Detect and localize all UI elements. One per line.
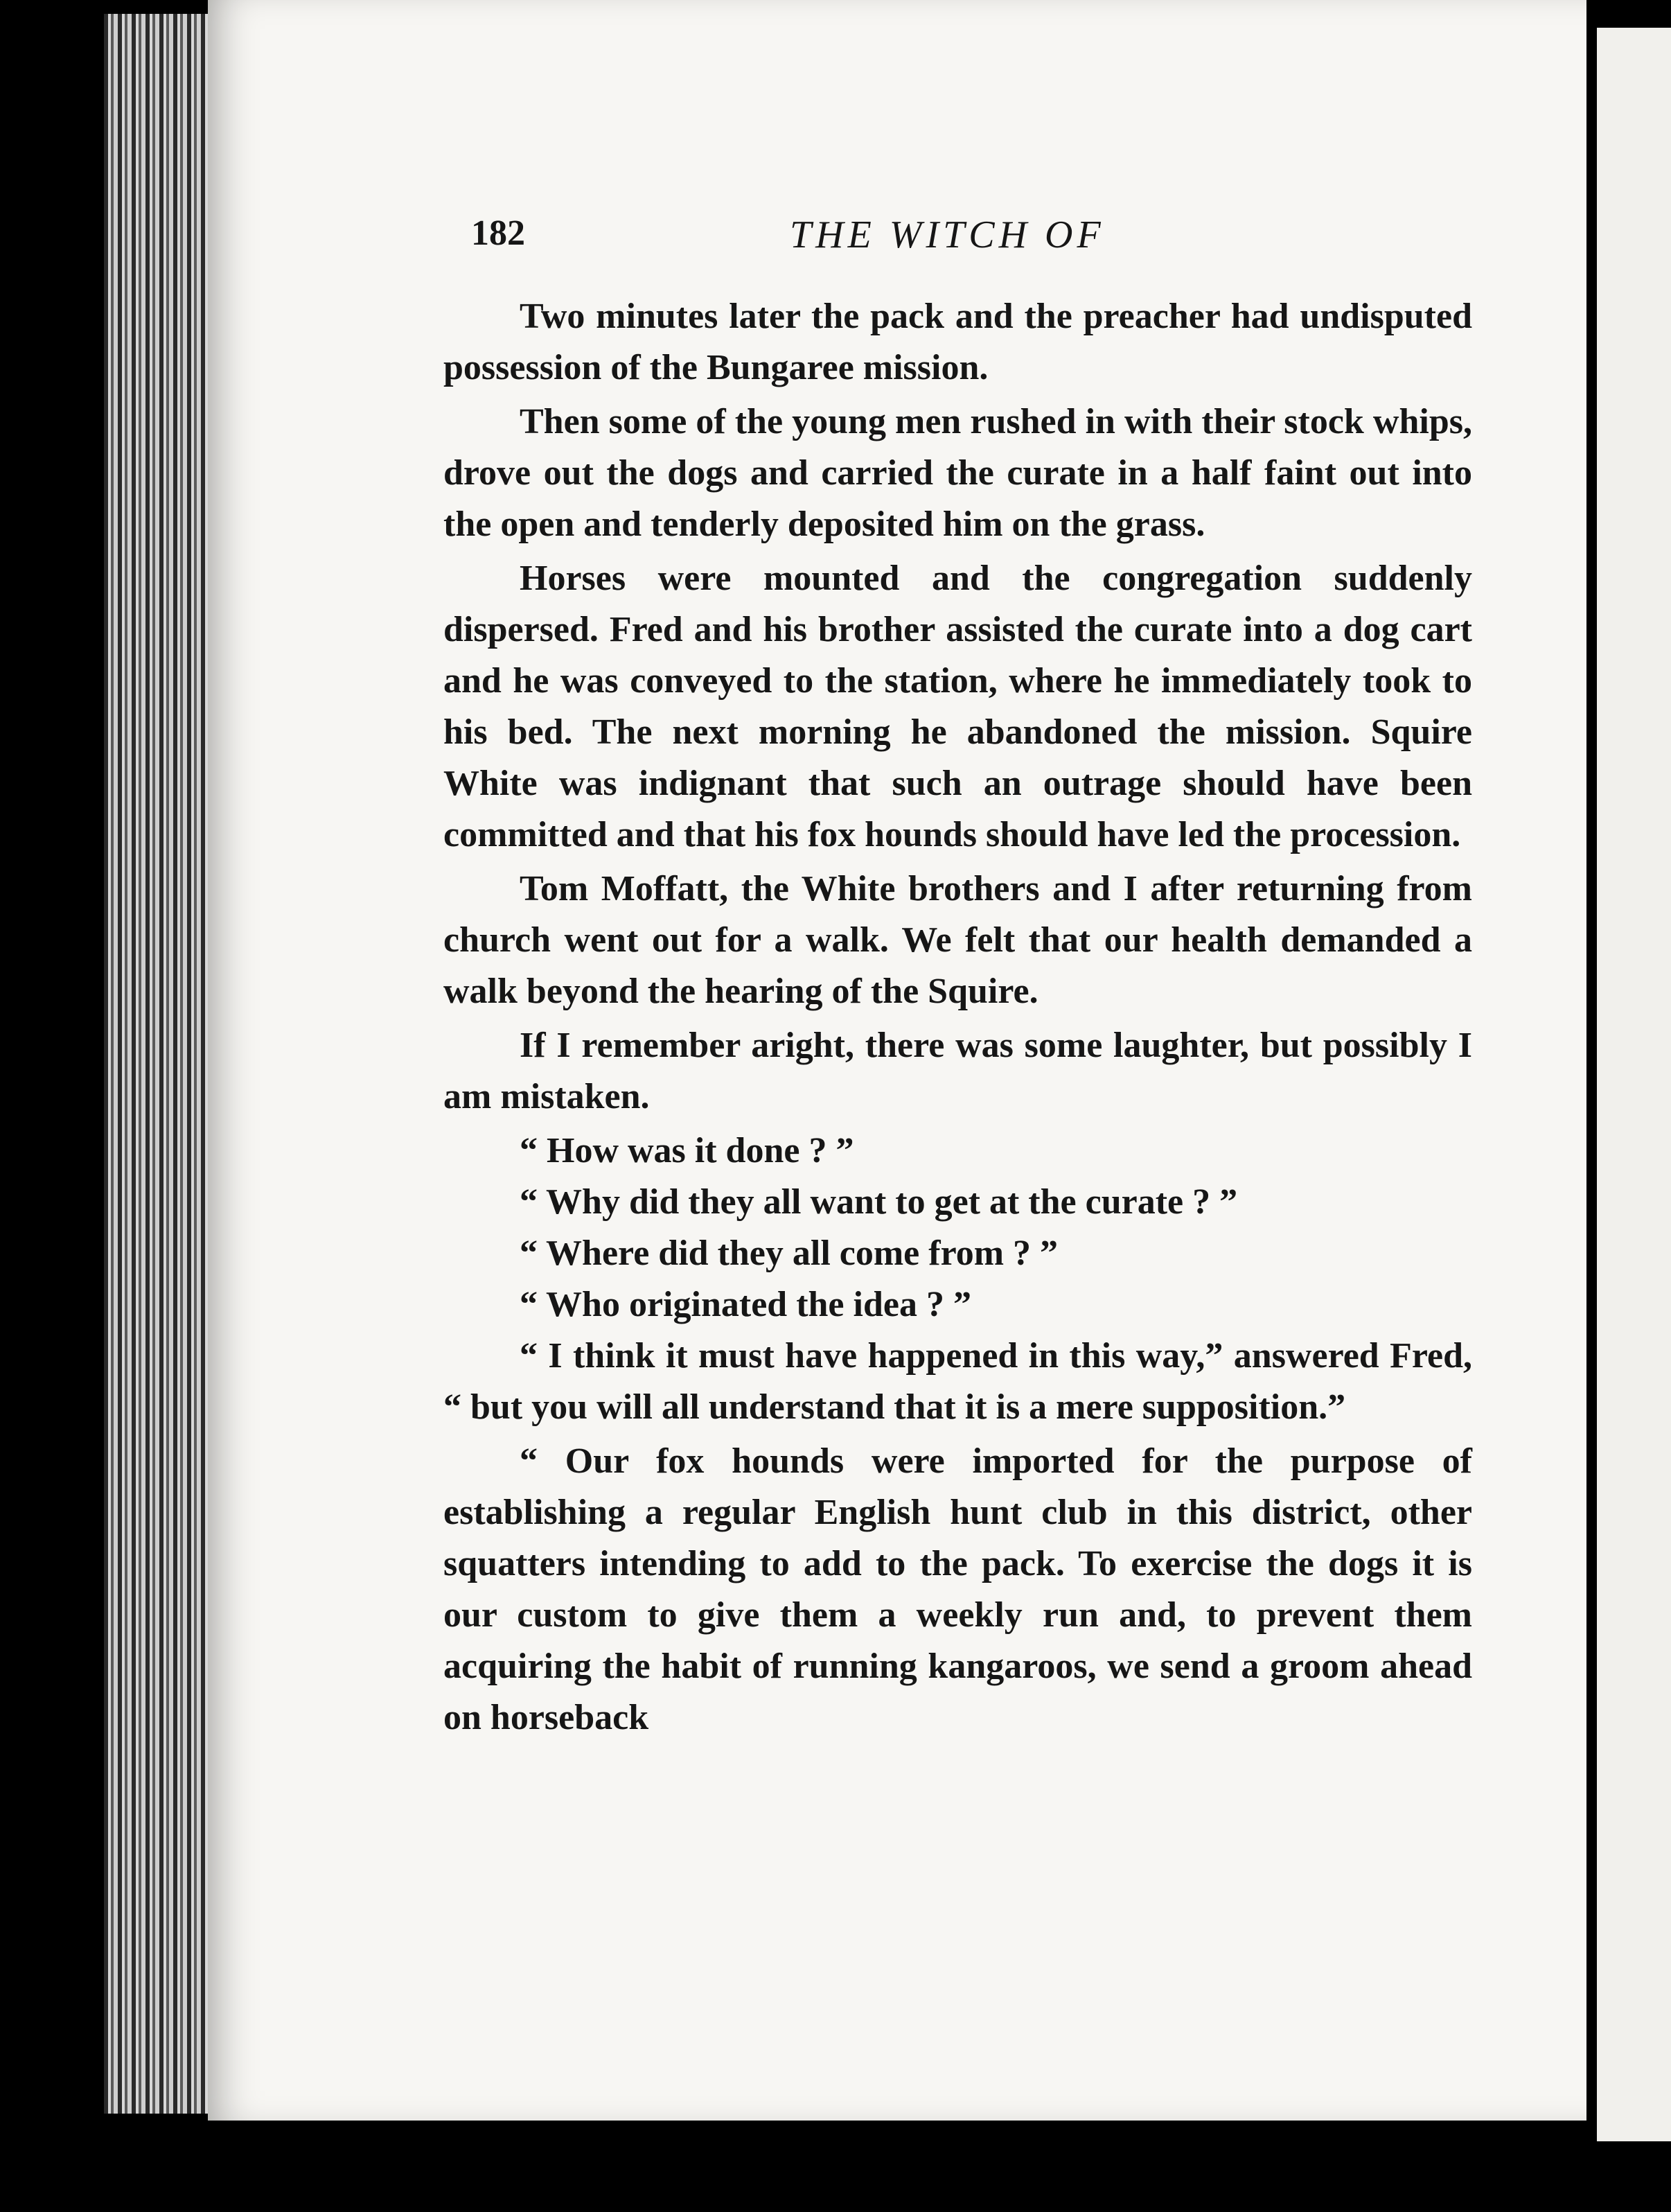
- facing-page-edge: [1597, 28, 1671, 2141]
- running-head-title: THE WITCH OF: [790, 213, 1105, 256]
- page-number: 182: [471, 213, 525, 253]
- dialogue-line: “ How was it done ? ”: [520, 1131, 854, 1170]
- page-text-block: [443, 208, 1472, 1746]
- paragraph: “ Our fox hounds were imported for the purpose of establishing a regular English hunt club in this district, other squatters intending to add to the pack. To exercise the dogs it is our custom to give them a weekly run and, to prevent them acquiring the habit of running kangaroos, we send a groom ahead on horseback: [443, 1441, 1472, 1737]
- paragraph: Tom Moffatt, the White brothers and I after returning from church went out for a walk. We felt that our health demanded a walk beyond the hearing of the Squire.: [443, 869, 1472, 1011]
- paragraph: If I remember aright, there was some laughter, but possibly I am mistaken.: [443, 1026, 1472, 1116]
- scan-border: [0, 2148, 1671, 2212]
- dialogue-line: “ Who originated the idea ? ”: [520, 1285, 971, 1324]
- paragraph: “ I think it must have happened in this way,” answered Fred, “ but you will all understand that it is a mere supposition.”: [443, 1336, 1472, 1427]
- paragraph: Two minutes later the pack and the preacher had undisputed possession of the Bungaree mission.: [443, 297, 1472, 387]
- paragraph: Then some of the young men rushed in with their stock whips, drove out the dogs and carried the curate in a half faint out into the open and tenderly deposited him on the grass.: [443, 402, 1472, 544]
- dialogue-line: “ Where did they all come from ? ”: [520, 1234, 1059, 1273]
- dialogue-line: “ Why did they all want to get at the curate ? ”: [520, 1182, 1238, 1222]
- paragraph: Horses were mounted and the congregation suddenly dispersed. Fred and his brother assisted the curate into a dog cart and he was conveyed to the station, where he immediately took to his bed. The next morning he abandoned the mission. Squire White was indignant that such an outrage should have been committed and that his fox hounds should have led the procession.: [443, 559, 1472, 854]
- running-head: [443, 208, 1472, 291]
